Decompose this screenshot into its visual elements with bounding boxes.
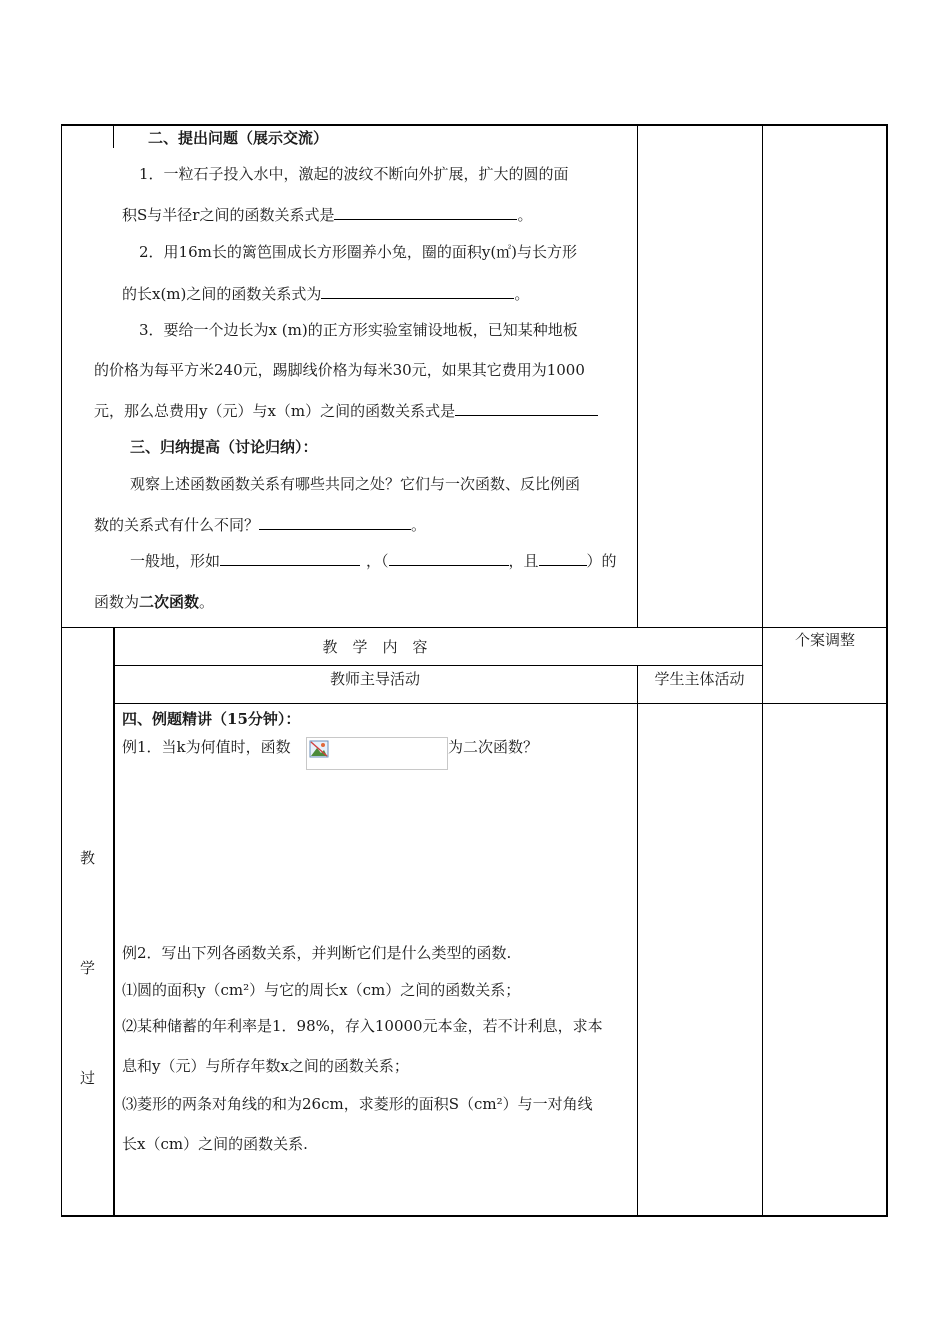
q3-line3 [94,401,598,421]
border-col-1-lower [113,627,115,1217]
side-label-jiao: 教 [80,849,96,867]
s3-line3-c: ，且 [508,552,539,570]
q2-answer-blank[interactable] [321,284,514,299]
border-col-1-upper [113,124,114,148]
ex2-item2-line2: 息和y（元）与所存年数x之间的函数关系； [122,1057,409,1075]
s3-line3-d: ）的 [586,552,617,570]
q2-line1: 2．用16m长的篱笆围成长方形圈养小兔，圈的面积y(㎡)与长方形 [139,243,578,261]
border-bottom [61,1215,888,1217]
ex2-line1: 例2．写出下列各函数关系，并判断它们是什么类型的函数. [122,944,512,962]
q3-line3-text: 元，那么总费用y（元）与x（m）之间的函数关系式是 [94,402,456,420]
s3-and-blank[interactable] [539,551,587,566]
ex1-text-pre: 例1．当k为何值时，函数 [122,738,291,756]
border-right [886,124,888,1217]
q3-answer-blank[interactable] [455,401,598,416]
side-label-xue: 学 [80,959,96,977]
border-col-3 [762,124,763,1217]
section4-heading: 四、例题精讲（15分钟）： [122,710,301,728]
s3-line3 [130,551,617,571]
ex2-item2-line1: ⑵某种储蓄的年利率是1．98%，存入10000元本金，若不计利息，求本 [122,1017,603,1035]
s3-line2-text: 数的关系式有什么不同？ [94,516,260,534]
s3-line3-b: ，（ [366,552,389,570]
q1-answer-blank[interactable] [334,205,517,220]
q1-line1: 1．一粒石子投入水中，激起的波纹不断向外扩展，扩大的圆的面 [139,165,569,183]
section2-heading: 二、提出问题（展示交流） [148,129,329,147]
border-col-2-upper [637,124,638,627]
q3-line1: 3．要给一个边长为x (m)的正方形实验室铺设地板，已知某种地板 [139,321,578,339]
case-adjust-header: 个案调整 [794,631,855,649]
s3-line4-text: 函数为 [94,593,140,611]
side-label-guo: 过 [80,1069,96,1087]
teaching-content-header: 教 学 内 容 [322,638,428,656]
q2-line2-end: 。 [514,285,530,303]
s3-line4-end: 。 [199,593,215,611]
q2-line2 [122,284,529,304]
ex2-item3-line1: ⑶菱形的两条对角线的和为26cm，求菱形的面积S（cm²）与一对角线 [122,1095,593,1113]
section3-heading: 三、归纳提高（讨论归纳）： [130,438,318,456]
border-left [61,124,62,1217]
formula-image-placeholder [306,737,448,770]
q3-line2: 的价格为每平方米240元，踢脚线价格为每米30元，如果其它费用为1000 [94,361,585,379]
s3-form-blank[interactable] [220,551,360,566]
q1-line2-end: 。 [517,206,533,224]
q1-line2-text: 积S与半径r之间的函数关系式是 [122,206,335,224]
s3-answer-blank[interactable] [259,515,411,530]
border-row-665 [113,665,763,666]
s3-line3-a: 一般地，形如 [130,552,221,570]
ex2-item3-line2: 长x（cm）之间的函数关系. [122,1135,308,1153]
q2-line2-text: 的长x(m)之间的函数关系式为 [122,285,322,303]
student-activity-header: 学生主体活动 [654,670,745,688]
s3-line2-end: 。 [411,516,427,534]
q1-line2 [122,205,532,225]
s3-line1: 观察上述函数函数关系有哪些共同之处？它们与一次函数、反比例函 [130,475,581,493]
s3-line2 [94,515,426,535]
ex1-text-post: 为二次函数？ [448,738,539,756]
border-top [61,124,888,126]
broken-image-icon [309,740,329,758]
border-row-703 [113,703,888,704]
s3-condition-blank[interactable] [389,551,509,566]
s3-line4 [94,592,214,612]
ex2-item1: ⑴圆的面积y（cm²）与它的周长x（cm）之间的函数关系； [122,981,521,999]
border-row-627 [61,627,888,628]
quadratic-function-term: 二次函数 [139,593,200,611]
border-col-2-lower [637,665,638,1217]
teacher-activity-header: 教师主导活动 [329,670,420,688]
